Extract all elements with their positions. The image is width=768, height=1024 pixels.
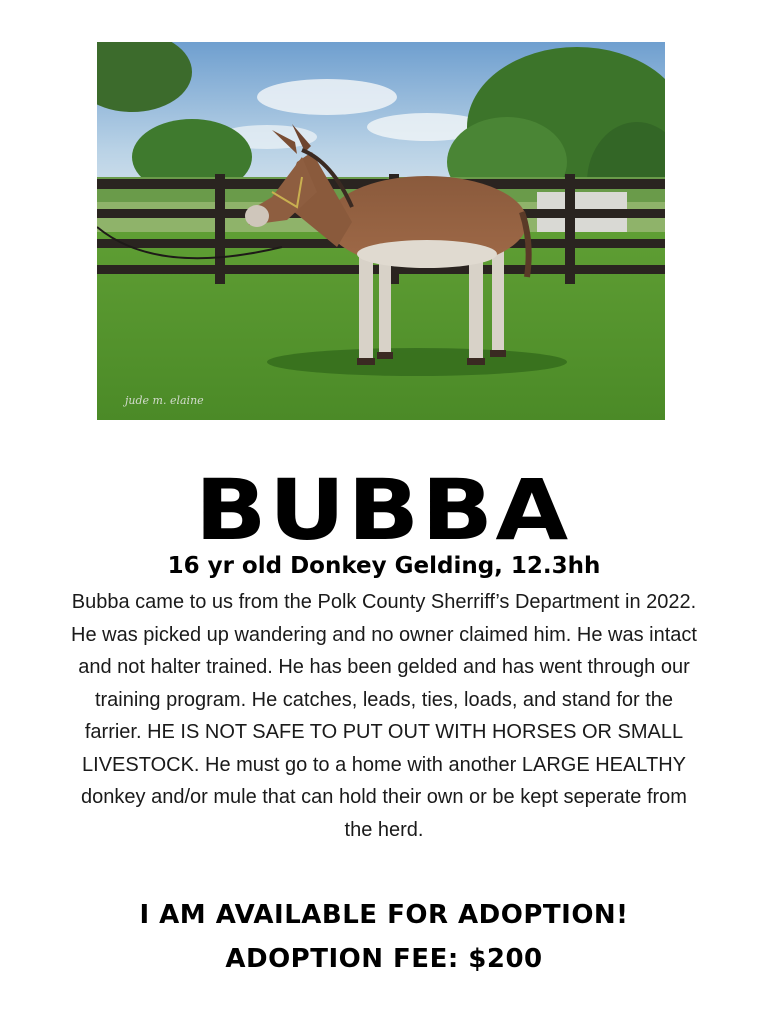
adoption-fee: ADOPTION FEE: $200 [225, 944, 543, 974]
donkey-photo [97, 42, 665, 420]
animal-description: Bubba came to us from the Polk County Sherriff’s Department in 2022. He was picked up wandering and no owner claimed him. He was intact and not halter trained. He has been gelded and has went through our training program. He catches, leads, ties, loads, and stand for the farrier. HE IS NOT SAFE TO PUT OUT WITH HORSES OR SMALL LIVESTOCK. He must go to a home with another LARGE HEALTHY donkey and/or mule that can hold their own or be kept seperate from the herd. [71, 591, 697, 841]
animal-details: 16 yr old Donkey Gelding, 12.3hh [167, 553, 601, 579]
photo-watermark: jude m. elaine [125, 394, 204, 407]
adoption-availability: I AM AVAILABLE FOR ADOPTION! [139, 900, 629, 930]
animal-name: BUBBA [194, 461, 571, 559]
